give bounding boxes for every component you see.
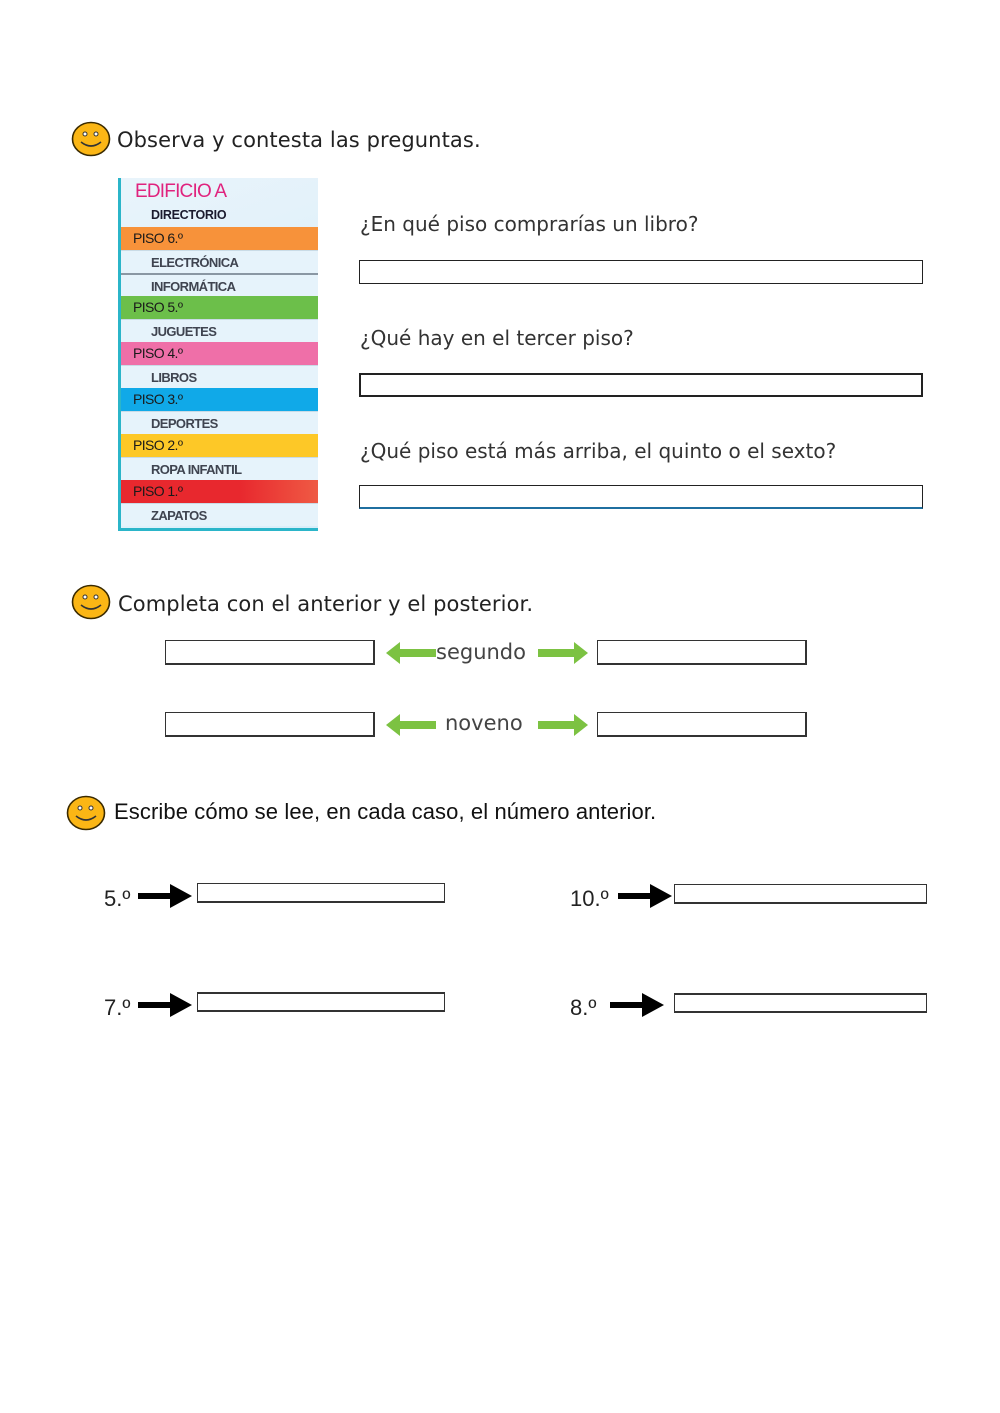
building-subtitle: DIRECTORIO [151,208,227,222]
section-2-instruction: Completa con el anterior y el posterior. [118,592,534,616]
arrow-right-icon [610,992,666,1018]
store-zapatos: ZAPATOS [121,503,318,526]
ordinal-label-5: 5.º [104,886,131,911]
ordinal-word-segundo: segundo [436,640,526,664]
write-field-5[interactable] [197,883,445,903]
before-field-segundo[interactable] [165,640,375,665]
ordinal-label-8: 8.º [570,995,597,1020]
write-field-7[interactable] [197,992,445,1012]
floor-2: PISO 2.º [121,434,318,457]
ordinal-word-noveno: noveno [445,711,523,735]
arrow-right-icon [138,883,194,909]
smiley-face-icon [71,584,111,620]
arrow-left-icon [386,712,436,738]
store-juguetes: JUGUETES [121,319,318,342]
write-field-8[interactable] [674,993,927,1013]
answer-field-2[interactable] [359,373,923,397]
smiley-face-icon [71,121,111,157]
answer-field-1[interactable] [359,260,923,284]
answer-field-3[interactable] [359,485,923,509]
floor-3: PISO 3.º [121,388,318,411]
store-informatica: INFORMÁTICA [121,273,318,296]
floor-1: PISO 1.º [121,480,318,503]
building-title: EDIFICIO A [135,181,227,202]
before-field-noveno[interactable] [165,712,375,737]
arrow-right-icon [538,712,588,738]
ordinal-label-7: 7.º [104,995,131,1020]
store-ropa-infantil: ROPA INFANTIL [121,457,318,480]
question-3: ¿Qué piso está más arriba, el quinto o el sexto? [360,439,837,463]
section-1-instruction: Observa y contesta las preguntas. [117,128,481,152]
arrow-left-icon [386,640,436,666]
section-3-instruction: Escribe cómo se lee, en cada caso, el número anterior. [114,799,657,824]
building-directory [118,178,318,531]
after-field-segundo[interactable] [597,640,807,665]
smiley-face-icon [66,795,106,831]
arrow-right-icon [138,992,194,1018]
floor-6: PISO 6.º [121,227,318,250]
question-2: ¿Qué hay en el tercer piso? [360,326,634,350]
arrow-right-icon [618,883,674,909]
question-1: ¿En qué piso comprarías un libro? [360,212,699,236]
arrow-right-icon [538,640,588,666]
store-electronica: ELECTRÓNICA [121,250,318,273]
store-libros: LIBROS [121,365,318,388]
ordinal-label-10: 10.º [570,886,609,911]
floor-5: PISO 5.º [121,296,318,319]
store-deportes: DEPORTES [121,411,318,434]
floor-4: PISO 4.º [121,342,318,365]
write-field-10[interactable] [674,884,927,904]
after-field-noveno[interactable] [597,712,807,737]
